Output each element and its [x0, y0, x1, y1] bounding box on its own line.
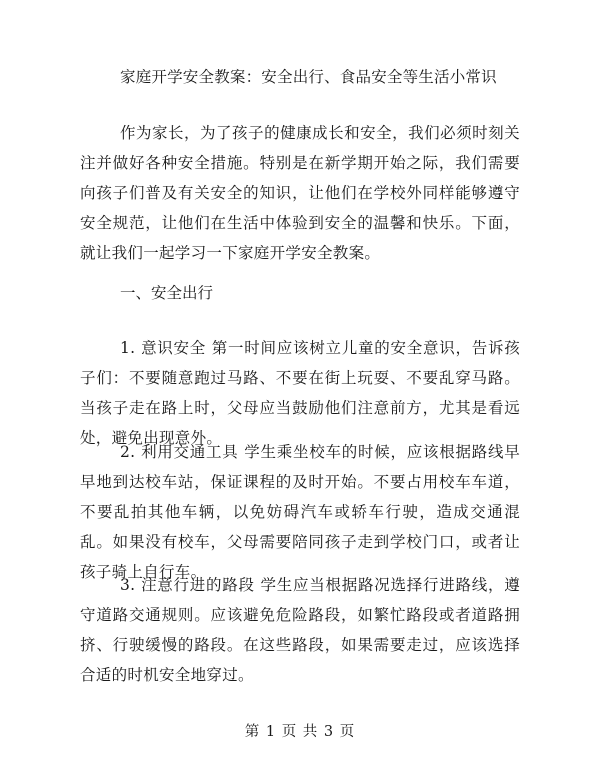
list-item: 3. 注意行进的路段 学生应当根据路况选择行进路线，遵守道路交通规则。应该避免危险路段，如繁忙路段或者道路拥挤、行驶缓慢的路段。在这些路段，如果需要走过，应该选择合适的时机安全地穿过。	[80, 576, 520, 684]
list-item: 1. 意识安全 第一时间应该树立儿童的安全意识，告诉孩子们：不要随意跑过马路、不要在街上玩耍、不要乱穿马路。当孩子走在路上时，父母应当鼓励他们注意前方，尤其是看远处，避免出现意外。	[80, 339, 520, 447]
list-item: 2. 利用交通工具 学生乘坐校车的时候，应该根据路线早早地到达校车站，保证课程的及时开始。不要占用校车车道，不要乱拍其他车辆，以免妨碍汽车或轿车行驶，造成交通混乱。如果没有校车，父母需要陪同孩子走到学校门口，或者让孩子骑上自行车。	[80, 443, 520, 581]
page-number: 第 1 页 共 3 页	[244, 724, 356, 740]
intro-paragraph: 作为家长，为了孩子的健康成长和安全，我们必须时刻关注并做好各种安全措施。特别是在新学期开始之际，我们需要向孩子们普及有关安全的知识，让他们在学校外同样能够遵守安全规范，让他们在生活中体验到安全的温馨和快乐。下面，就让我们一起学习一下家庭开学安全教案。	[80, 124, 520, 262]
document-title: 家庭开学安全教案：安全出行、食品安全等生活小常识	[120, 68, 497, 86]
section-heading: 一、安全出行	[120, 284, 214, 302]
